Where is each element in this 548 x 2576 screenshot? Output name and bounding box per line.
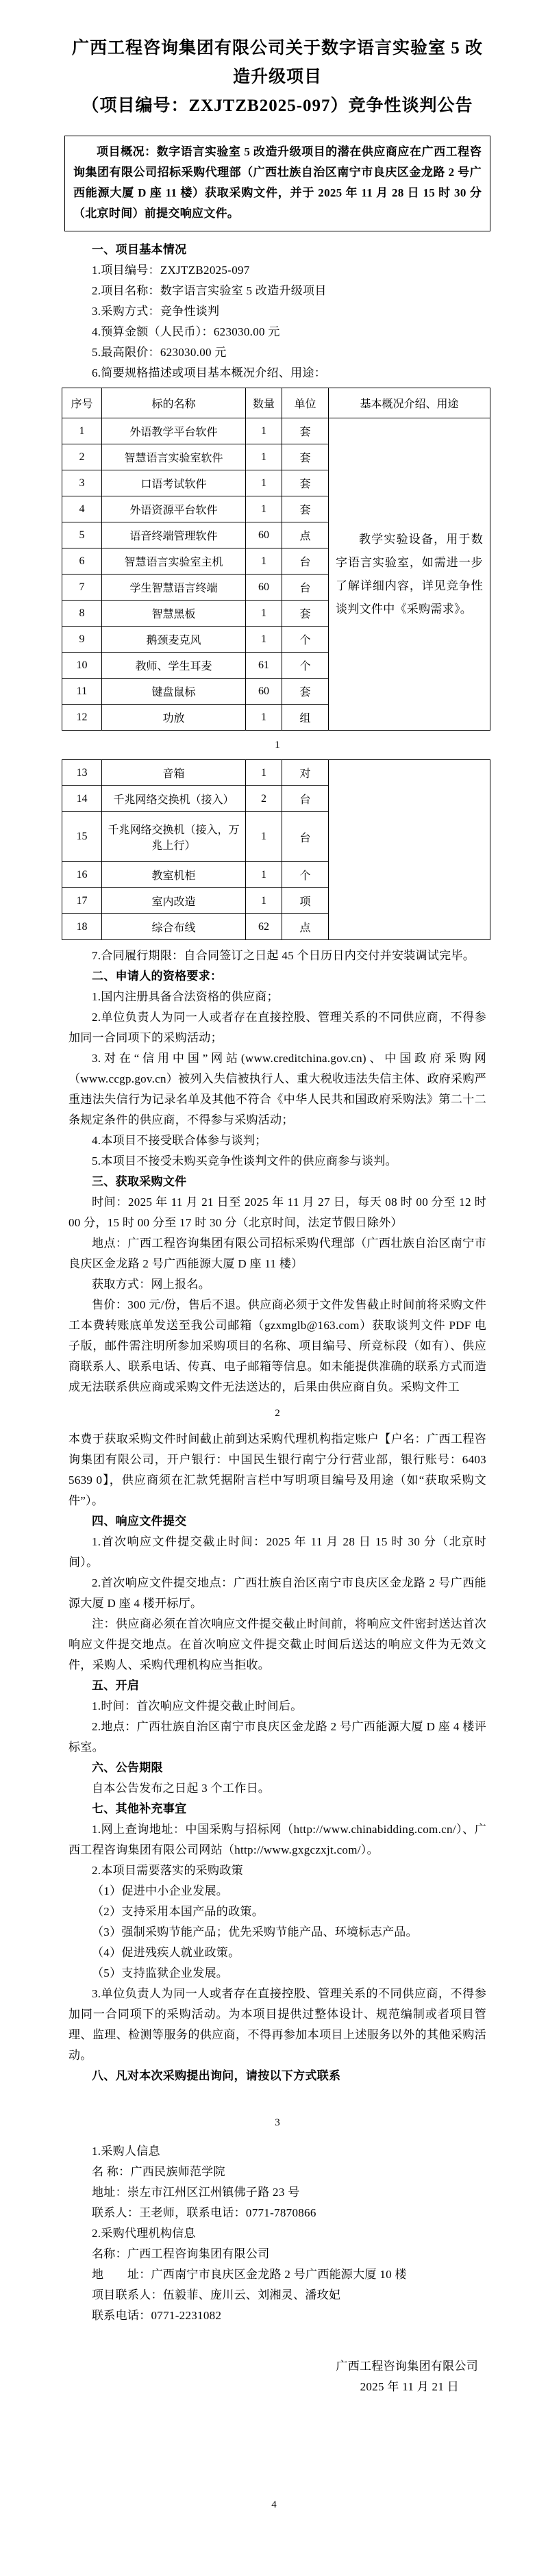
doc-price-continued: 本费于获取采购文件时间截止前到达采购代理机构指定账户【户名：广西工程咨询集团有限公司，开户银行：中国民生银行南宁分行营业部，银行账号：6403 5639 0】，供应商须在汇款凭据附言栏中写明项目编号及用途（如“获取采购文件”）。 — [68, 1432, 486, 1507]
cell-unit: 项 — [282, 888, 329, 914]
purchaser-address: 地址：崇左市江州区江州镇佛子路 23 号 — [92, 2186, 300, 2199]
section-7-heading: 七、其他补充事宜 — [92, 1802, 187, 1815]
section-4-heading: 四、响应文件提交 — [92, 1515, 187, 1528]
qualification-5: 5.本项目不接受未购买竞争性谈判文件的供应商参与谈判。 — [92, 1154, 397, 1167]
qualification-4: 4.本项目不接受联合体参与谈判； — [92, 1134, 267, 1147]
cell-no: 17 — [62, 888, 102, 914]
cell-no: 15 — [62, 812, 102, 862]
purchaser-name: 名 称：广西民族师范学院 — [92, 2165, 225, 2178]
col-header-no: 序号 — [62, 388, 102, 418]
table-row — [62, 418, 490, 444]
policy-3: （3）强制采购节能产品；优先采购节能产品、环境标志产品。 — [92, 1925, 418, 1939]
supplement-3: 3.单位负责人为同一人或者存在直接控股、管理关系的不同供应商，不得参加同一合同项下的采购活动。为本项目提供过整体设计、规范编制或者项目管理、监理、检测等服务的供应商，不得再参加本项目上述服务以外的其他采购活动。 — [68, 1987, 486, 2062]
purchaser-contact: 联系人：王老师，联系电话：0771-7870866 — [92, 2206, 316, 2219]
qualification-2: 2.单位负责人为同一人或者存在直接控股、管理关系的不同供应商，不得参加同一合同项下的采购活动； — [68, 1011, 486, 1044]
page-number-4: 4 — [271, 2499, 277, 2510]
cell-name: 智慧语言实验室软件 — [102, 444, 246, 470]
cell-unit: 对 — [282, 760, 329, 786]
announcement-period: 自本公告发布之日起 3 个工作日。 — [92, 1782, 271, 1795]
cell-qty: 1 — [246, 496, 282, 522]
open-place: 2.地点：广西壮族自治区南宁市良庆区金龙路 2 号广西能源大厦 D 座 4 楼评标室。 — [68, 1720, 486, 1754]
cell-no: 4 — [62, 496, 102, 522]
agency-name: 名称：广西工程咨询集团有限公司 — [92, 2247, 270, 2260]
cell-qty: 1 — [246, 444, 282, 470]
cell-qty: 1 — [246, 548, 282, 574]
doc-obtain-place: 地点：广西工程咨询集团有限公司招标采购代理部（广西壮族自治区南宁市良庆区金龙路 2 号广西能源大厦 D 座 11 楼） — [68, 1237, 486, 1270]
cell-qty: 1 — [246, 627, 282, 653]
cell-unit: 套 — [282, 679, 329, 705]
cell-unit: 套 — [282, 444, 329, 470]
section-3-heading: 三、获取采购文件 — [92, 1175, 187, 1188]
procurement-method: 3.采购方式：竞争性谈判 — [92, 305, 220, 318]
cell-unit: 点 — [282, 914, 329, 940]
cell-unit: 套 — [282, 470, 329, 496]
contract-period: 7.合同履行期限：自合同签订之日起 45 个日历日内交付并安装调试完毕。 — [92, 949, 475, 962]
cell-unit: 台 — [282, 812, 329, 862]
cell-name: 教室机柜 — [102, 862, 246, 888]
cell-name: 功放 — [102, 705, 246, 731]
cell-unit: 套 — [282, 496, 329, 522]
agency-contact-persons: 项目联系人：伍毅菲、庞川云、刘湘灵、潘玫妃 — [92, 2288, 341, 2301]
spec-table-part2 — [62, 759, 490, 940]
cell-qty: 61 — [246, 653, 282, 679]
budget-amount: 4.预算金额（人民币）：623030.00 元 — [92, 325, 280, 338]
cell-qty: 2 — [246, 786, 282, 812]
cell-unit: 台 — [282, 574, 329, 601]
cell-name: 千兆网络交换机（接入） — [102, 786, 246, 812]
cell-unit: 个 — [282, 653, 329, 679]
cell-unit: 组 — [282, 705, 329, 731]
col-header-desc: 基本概况介绍、用途 — [329, 388, 490, 418]
cell-qty: 1 — [246, 601, 282, 627]
cell-no: 16 — [62, 862, 102, 888]
open-time: 1.时间：首次响应文件提交截止时间后。 — [92, 1700, 303, 1713]
qualification-3: 3.对在“信用中国”网站(www.creditchina.gov.cn)、中国政府采购网（www.ccgp.gov.cn）被列入失信被执行人、重大税收违法失信主体、政府采购严重违法失信行为记录名单及其他不符合《中华人民共和国政府采购法》第二十二条规定条件的供应商，不得参与采购活动； — [68, 1052, 486, 1126]
section-8-heading: 八、凡对本次采购提出询问，请按以下方式联系 — [92, 2069, 341, 2082]
cell-qty: 1 — [246, 760, 282, 786]
page-number-3: 3 — [275, 2117, 280, 2128]
purchaser-info-label: 1.采购人信息 — [92, 2145, 160, 2158]
doc-price: 售价：300 元/份，售后不退。供应商必须于文件发售截止时间前将采购文件工本费转账底单发送至我公司邮箱（gzxmglb@163.com）获取谈判文件 PDF 电子版，邮件需注明所参加采购项目的名称、项目编号、所竞标段（如有）、供应商联系人、联系电话、传真、电子邮箱等信息。如未能提供准确的联系方式而造成无法联系供应商或采购文件无法送达的，后果由供应商自负。采购文件工 — [68, 1298, 486, 1393]
max-price: 5.最高限价：623030.00 元 — [92, 346, 227, 359]
cell-qty: 1 — [246, 470, 282, 496]
cell-no: 18 — [62, 914, 102, 940]
page-number-1: 1 — [275, 740, 280, 750]
table-header-row — [62, 388, 490, 418]
cell-name: 智慧语言实验室主机 — [102, 548, 246, 574]
cell-no: 2 — [62, 444, 102, 470]
cell-qty: 1 — [246, 705, 282, 731]
merged-desc-text: 教学实验设备，用于数字语言实验室，如需进一步了解详细内容，详见竞争性谈判文件中《采购需求》。 — [336, 532, 483, 616]
cell-unit: 个 — [282, 862, 329, 888]
cell-no: 14 — [62, 786, 102, 812]
section-1-heading: 一、项目基本情况 — [92, 243, 187, 256]
cell-no: 11 — [62, 679, 102, 705]
cell-name: 鹅颈麦克风 — [102, 627, 246, 653]
cell-no: 6 — [62, 548, 102, 574]
col-header-qty: 数量 — [246, 388, 282, 418]
cell-unit: 个 — [282, 627, 329, 653]
cell-unit: 台 — [282, 548, 329, 574]
cell-name: 音箱 — [102, 760, 246, 786]
submit-note: 注：供应商必须在首次响应文件提交截止时间前，将响应文件密封送达首次响应文件提交地点。在首次响应文件提交截止时间后送达的响应文件为无效文件，采购人、采购代理机构应当拒收。 — [68, 1617, 486, 1671]
cell-name: 键盘鼠标 — [102, 679, 246, 705]
policy-4: （4）促进残疾人就业政策。 — [92, 1946, 240, 1959]
merged-desc-cell-empty — [329, 760, 490, 940]
cell-name: 外语教学平台软件 — [102, 418, 246, 444]
col-header-unit: 单位 — [282, 388, 329, 418]
policy-1: （1）促进中小企业发展。 — [92, 1884, 229, 1897]
doc-obtain-time: 时间：2025 年 11 月 21 日至 2025 年 11 月 27 日，每天 08 时 00 分至 12 时 00 分，15 时 00 分至 17 时 30 分（北京时间，法定节假日除外） — [68, 1196, 486, 1229]
cell-name: 智慧黑板 — [102, 601, 246, 627]
table-row — [62, 760, 490, 786]
cell-qty: 1 — [246, 418, 282, 444]
project-overview-box — [64, 136, 490, 231]
agency-address: 地 址：广西南宁市良庆区金龙路 2 号广西能源大厦 10 楼 — [92, 2268, 407, 2281]
doc-obtain-method: 获取方式：网上报名。 — [92, 1278, 210, 1291]
cell-name: 综合布线 — [102, 914, 246, 940]
cell-qty: 60 — [246, 679, 282, 705]
cell-qty: 1 — [246, 812, 282, 862]
qualification-1: 1.国内注册具备合法资格的供应商； — [92, 990, 279, 1003]
agency-phone: 联系电话：0771-2231082 — [92, 2309, 222, 2322]
cell-name: 口语考试软件 — [102, 470, 246, 496]
signature-date: 2025 年 11 月 21 日 — [360, 2380, 459, 2393]
cell-unit: 套 — [282, 601, 329, 627]
spec-table-part1 — [62, 388, 490, 731]
project-name: 2.项目名称：数字语言实验室 5 改造升级项目 — [92, 284, 327, 297]
cell-name: 教师、学生耳麦 — [102, 653, 246, 679]
section-2-heading: 二、申请人的资格要求： — [92, 970, 223, 983]
cell-name: 室内改造 — [102, 888, 246, 914]
cell-name: 外语资源平台软件 — [102, 496, 246, 522]
cell-unit: 台 — [282, 786, 329, 812]
signature-company: 广西工程咨询集团有限公司 — [336, 2360, 478, 2373]
project-number: 1.项目编号：ZXJTZB2025-097 — [92, 264, 250, 277]
agency-info-label: 2.采购代理机构信息 — [92, 2227, 196, 2240]
cell-qty: 60 — [246, 522, 282, 548]
cell-no: 3 — [62, 470, 102, 496]
policy-5: （5）支持监狱企业发展。 — [92, 1967, 229, 1980]
cell-no: 7 — [62, 574, 102, 601]
cell-name: 语音终端管理软件 — [102, 522, 246, 548]
cell-no: 13 — [62, 760, 102, 786]
cell-unit: 套 — [282, 418, 329, 444]
cell-qty: 1 — [246, 888, 282, 914]
cell-qty: 60 — [246, 574, 282, 601]
spec-intro: 6.简要规格描述或项目基本概况介绍、用途： — [92, 366, 327, 379]
section-6-heading: 六、公告期限 — [92, 1761, 163, 1774]
project-overview-text: 项目概况：数字语言实验室 5 改造升级项目的潜在供应商应在广西工程咨询集团有限公司招标采购代理部（广西壮族自治区南宁市良庆区金龙路 2 号广西能源大厦 D 座 11 楼）获取采购文件，并于 2025 年 11 月 28 日 15 时 30 分（北京时间）前提交响应文件。 — [73, 145, 482, 220]
cell-no: 8 — [62, 601, 102, 627]
policy-2: （2）支持采用本国产品的政策。 — [92, 1905, 264, 1918]
cell-no: 12 — [62, 705, 102, 731]
submit-deadline: 1.首次响应文件提交截止时间：2025 年 11 月 28 日 15 时 30 分（北京时间）。 — [68, 1535, 486, 1569]
policy-intro: 2.本项目需要落实的采购政策 — [92, 1864, 243, 1877]
cell-no: 1 — [62, 418, 102, 444]
col-header-name: 标的名称 — [102, 388, 246, 418]
cell-name: 千兆网络交换机（接入，万兆上行） — [102, 812, 246, 862]
submit-place: 2.首次响应文件提交地点：广西壮族自治区南宁市良庆区金龙路 2 号广西能源大厦 D 座 4 楼开标厅。 — [68, 1576, 486, 1610]
cell-name: 学生智慧语言终端 — [102, 574, 246, 601]
cell-no: 5 — [62, 522, 102, 548]
doc-title-line-1: 广西工程咨询集团有限公司关于数字语言实验室 5 改造升级项目 — [71, 39, 483, 86]
page-number-2: 2 — [275, 1408, 280, 1419]
online-query-address: 1.网上查询地址：中国采购与招标网（http://www.chinabidding.com.cn/）、广西工程咨询集团有限公司网站（http://www.gxgczxjt.com/）。 — [68, 1823, 486, 1856]
cell-qty: 1 — [246, 862, 282, 888]
cell-no: 10 — [62, 653, 102, 679]
cell-qty: 62 — [246, 914, 282, 940]
section-5-heading: 五、开启 — [92, 1679, 140, 1692]
doc-title-line-2: （项目编号：ZXJTZB2025-097）竞争性谈判公告 — [82, 97, 473, 115]
cell-no: 9 — [62, 627, 102, 653]
doc-title — [68, 0, 486, 121]
merged-desc-cell — [329, 418, 490, 731]
cell-unit: 点 — [282, 522, 329, 548]
